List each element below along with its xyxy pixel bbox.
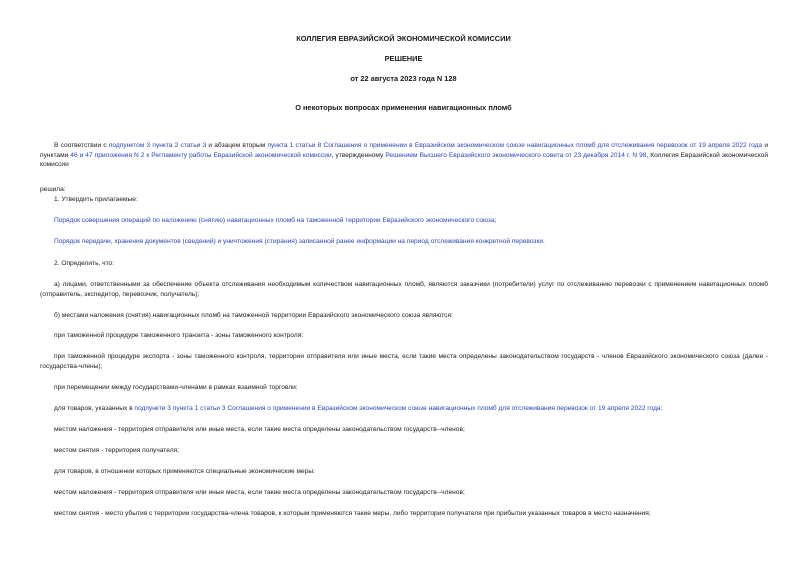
item-2: 2. Определить, что:: [54, 260, 115, 267]
document-type: РЕШЕНИЕ: [384, 54, 423, 63]
paragraph-place-on-1: местом наложения - территория отправителя или иные места, если такие места определены законодательством государств--членов;: [54, 426, 465, 433]
paragraph-b: б) местами наложения (снятия) навигационных пломб на таможенной территории Евразийского экономического союза являются:: [54, 312, 453, 319]
paragraph-special-measures: для товаров, в отношении которых применяются специальные экономические меры:: [54, 468, 315, 475]
link-regulation-annex-2[interactable]: 46 и 47 приложения N 2 к Регламенту работы Евразийской экономической комиссии: [70, 151, 332, 159]
paragraph-mutual-trade: при перемещении между государствами-членами в рамках взаимной торговли:: [54, 384, 298, 391]
link-procedure-documents[interactable]: Порядок передачи, хранения документов (сведений) и уничтожения (стирания) записанной ранее информации на период отслеживания конкретной перевозки.: [54, 238, 545, 245]
paragraph-place-off-2: местом снятия - место убытия с территории государства-члена товаров, к которым применяются такие меры, либо территория получателя при прибытии указанных товаров в место назначения;: [54, 510, 651, 517]
paragraph-export: при таможенной процедуре экспорта - зоны таможенного контроля, территории отправителя или иные места, если такие места определены законодательством государств - членов Евразийского экономического союза (далее - государства-члены);: [40, 353, 768, 370]
link-agreement-article-8[interactable]: пункта 1 статьи 8 Соглашения о применении в Евразийском экономическом союзе навигационных пломб для отслеживания перевозок от 19 апреля 2022 года: [267, 142, 763, 149]
paragraph-goods: для товаров, указанных в подпункте 3 пункта 1 статьи 3 Соглашения о применении в Евразийском экономическом союзе навигационных пломб для отслеживания перевозок от 19 апреля 2022 года:: [54, 405, 663, 412]
preamble-paragraph: В соответствии с подпунктом 3 пункта 2 статьи 3 и абзацем вторым пункта 1 статьи 8 Соглашения о применении в Евразийском экономическом союзе навигационных пломб для отслеживания перевозок от 19 апреля 2022 года и пунктами 46 и 47 приложения N 2 к Регламенту работы Евразийской экономической комиссии, утвержденному Решением Высшего Евразийского экономического совета от 23 декабря 2014 г. N 98, Коллегия Евразийской экономической комиссии: [40, 142, 769, 169]
issuing-body: КОЛЛЕГИЯ ЕВРАЗИЙСКОЙ ЭКОНОМИЧЕСКОЙ КОМИССИИ: [296, 34, 511, 43]
document-title: О некоторых вопросах применения навигационных пломб: [295, 103, 512, 112]
paragraph-place-on-2: местом наложения - территория отправителя или иные места, если такие места определены законодательством государств--членов;: [54, 489, 465, 496]
link-agreement-article-3[interactable]: подпункте 3 пункта 1 статьи 3 Соглашения о применении в Евразийском экономическом союзе навигационных пломб для отслеживания перевозок от 19 апреля 2022 года: [134, 405, 661, 412]
paragraph-transit: при таможенной процедуре таможенного транзита - зоны таможенного контроля;: [54, 332, 304, 339]
link-subparagraph-3-article-3[interactable]: подпунктом 3 пункта 2 статьи 3: [108, 142, 207, 149]
paragraph-place-off-1: местом снятия - территория получателя;: [54, 447, 179, 454]
paragraph-a: а) лицами, ответственными за обеспечение объекта отслеживания необходимым количеством навигационных пломб, являются заказчики (потребители) услуг по отслеживанию перевозки с применением навигационных пломб (отправитель, экспедитор, перевозчик, получатель);: [40, 281, 768, 298]
item-1: 1. Утвердить прилагаемые:: [54, 196, 138, 203]
decided-label: решила:: [40, 186, 66, 193]
link-procedure-sealing[interactable]: Порядок совершения операций по наложению (снятию) навигационных пломб на таможенной территории Евразийского экономического союза;: [54, 217, 497, 224]
link-supreme-council-decision[interactable]: Решением Высшего Евразийского экономического совета от 23 декабря 2014 г. N 98: [385, 151, 647, 159]
document-date-number: от 22 августа 2023 года N 128: [350, 74, 457, 83]
